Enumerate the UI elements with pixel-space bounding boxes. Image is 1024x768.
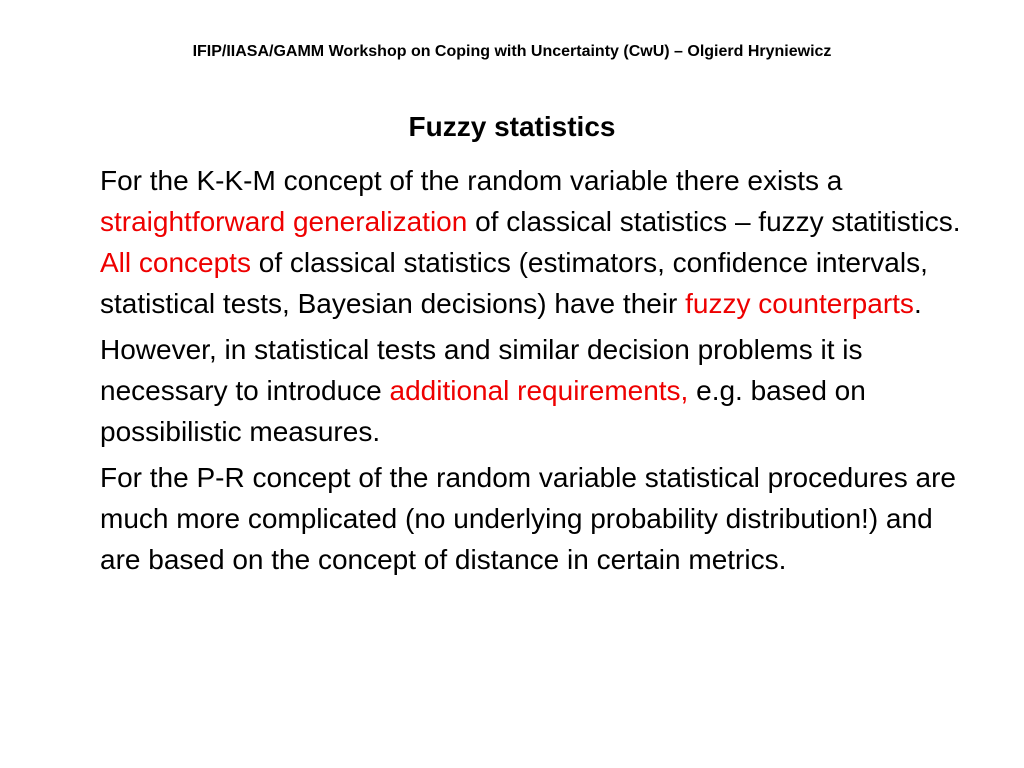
text-segment: However, in statistical tests and similar decision problems it is necessary to introduce — [100, 334, 863, 406]
text-segment: of classical statistics – fuzzy statitistics. — [467, 206, 961, 237]
emphasis-segment: fuzzy counterparts — [685, 288, 914, 319]
text-segment: of classical statistics (estimators, confidence intervals, statistical tests, Bayesian decisions) have their — [100, 247, 928, 319]
paragraph-tests — [100, 329, 980, 452]
emphasis-segment: straightforward generalization — [100, 206, 468, 237]
text-segment: e.g. based on possibilistic measures. — [100, 375, 866, 447]
text-segment: For the P-R concept of the random variable statistical procedures are much more complicated (no underlying probability distribution!) and are based on the concept of distance in certain metrics. — [100, 462, 956, 575]
emphasis-segment: All concepts — [100, 247, 251, 278]
paragraph-kkm — [100, 160, 980, 324]
slide-header: IFIP/IIASA/GAMM Workshop on Coping with Uncertainty (CwU) – Olgierd Hryniewicz — [192, 43, 832, 60]
slide-title: Fuzzy statistics — [408, 111, 616, 142]
emphasis-segment: additional requirements, — [389, 375, 689, 406]
slide-body — [100, 160, 980, 585]
paragraph-pr — [100, 457, 980, 580]
text-segment: For the K-K-M concept of the random variable there exists a — [100, 165, 843, 196]
text-segment: . — [913, 288, 922, 319]
